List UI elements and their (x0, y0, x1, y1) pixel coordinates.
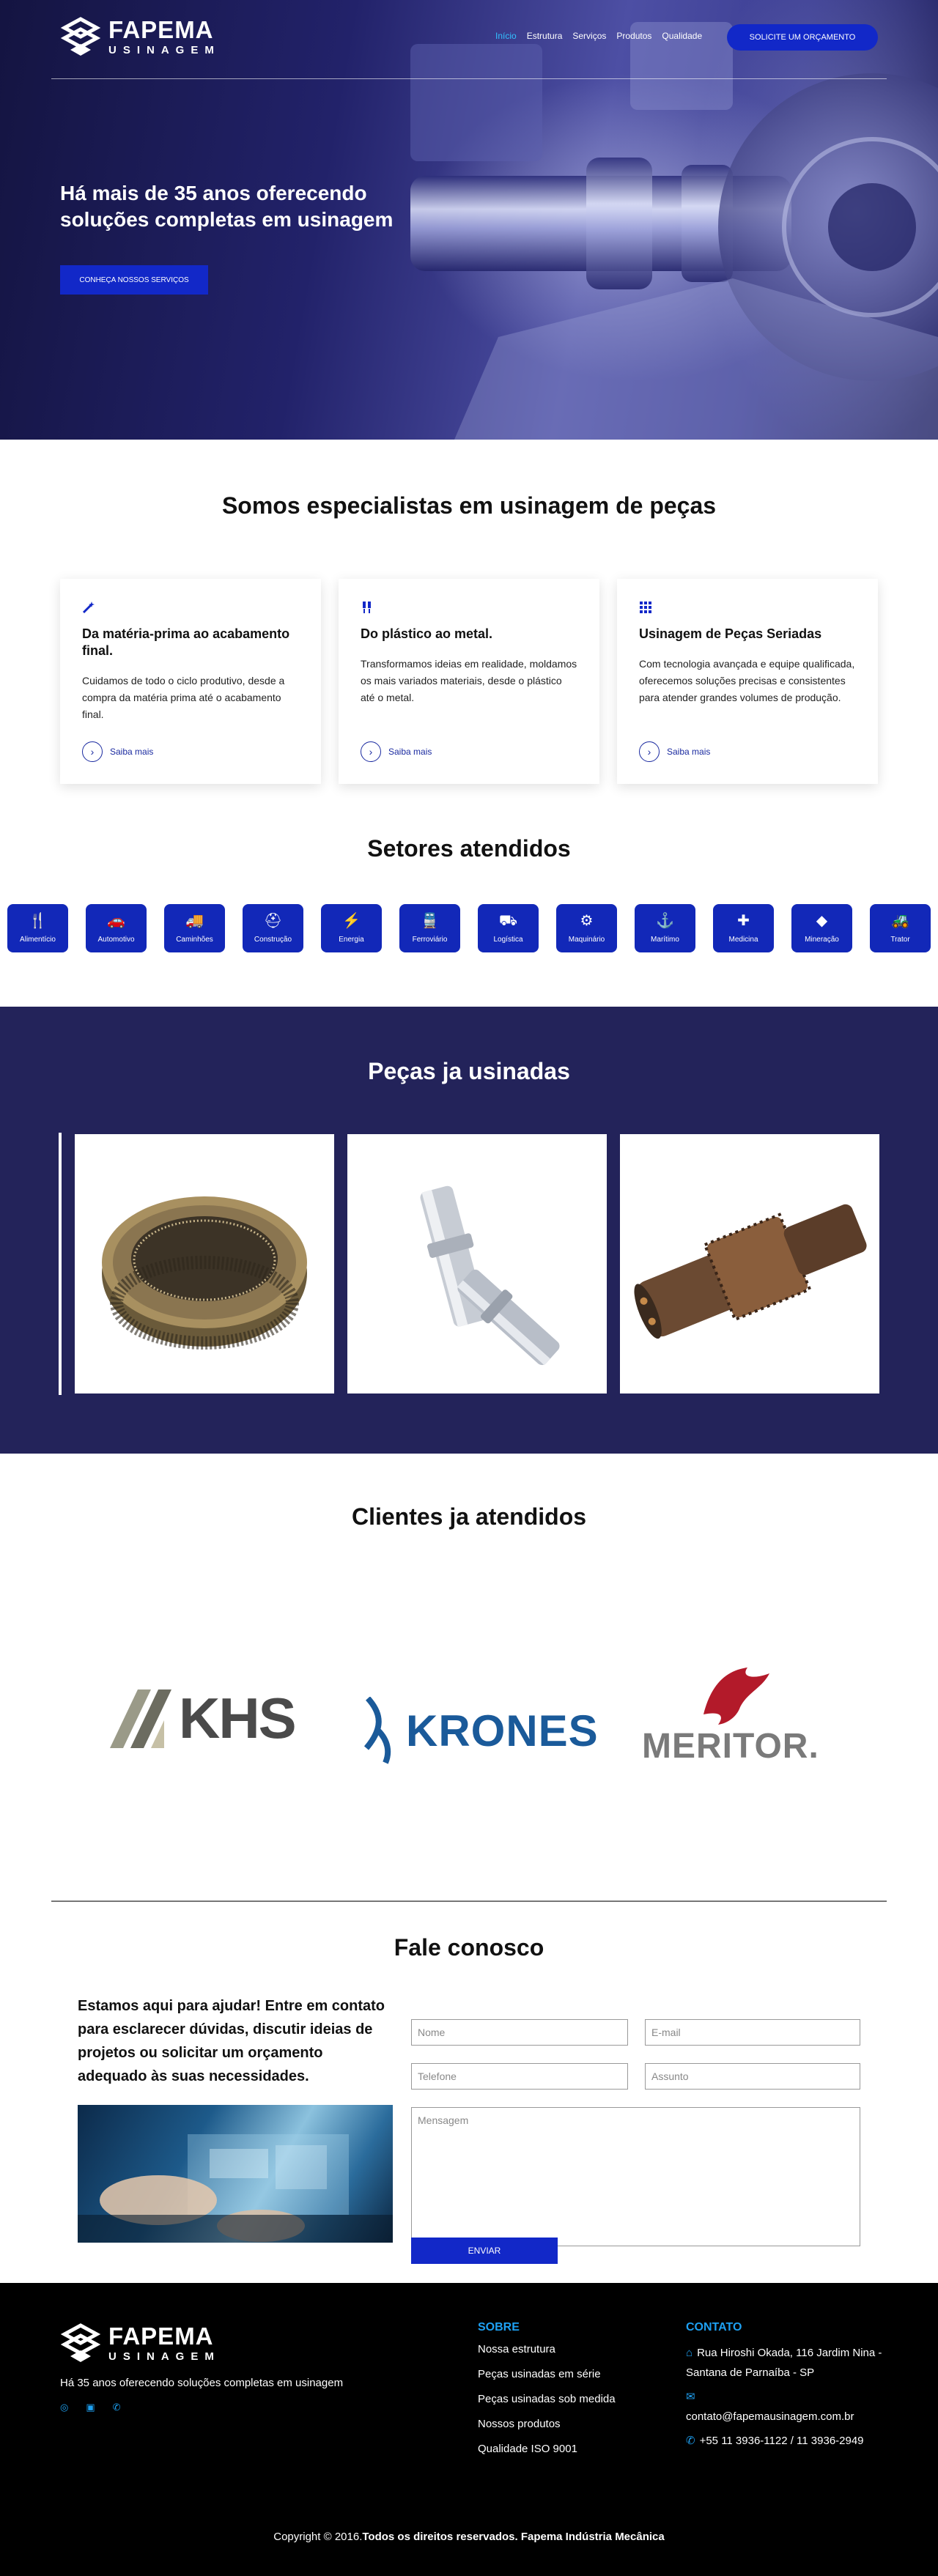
phone-icon: ✆ (686, 2435, 695, 2447)
anchor-icon: ⚓ (656, 913, 674, 929)
instagram-icon[interactable]: ◎ (60, 2402, 69, 2413)
chevron-right-icon: › (639, 741, 660, 762)
carousel-indicator (59, 1133, 62, 1395)
sector-alimenticio[interactable] (7, 904, 68, 952)
brand-subname: USINAGEM (108, 44, 221, 56)
feature-card-text: Cuidamos de todo o ciclo produtivo, desde a compra da matéria prima até o acabamento final. (82, 675, 285, 720)
contact-title: Fale conosco (394, 1934, 544, 1961)
meritor-griffin-icon (696, 1663, 777, 1726)
client-logo-meritor (642, 1663, 862, 1766)
sector-label: Energia (339, 936, 364, 944)
hero-title: Há mais de 35 anos oferecendo soluções completas em usinagem (60, 182, 394, 231)
magic-wand-icon (82, 601, 95, 614)
main-menu (495, 31, 702, 41)
sector-maritimo[interactable] (635, 904, 695, 952)
sector-logistica[interactable] (478, 904, 539, 952)
specialists-title: Somos especialistas em usinagem de peças (221, 492, 717, 519)
sector-mineracao[interactable] (791, 904, 852, 952)
footer-contact-info (686, 2343, 891, 2451)
footer-address: Rua Hiroshi Okada, 116 Jardim Nina - Santana de Parnaíba - SP (686, 2347, 882, 2379)
sector-label: Mineração (805, 936, 839, 944)
email-field[interactable]: E-mail (645, 2019, 860, 2046)
client-name: KHS (179, 1686, 295, 1750)
home-icon: ⌂ (686, 2347, 693, 2359)
nav-item-inicio[interactable]: Início (495, 31, 517, 41)
linkedin-icon[interactable]: ▣ (86, 2402, 95, 2413)
paint-brushes-icon (361, 601, 374, 614)
message-field[interactable]: Mensagem (411, 2107, 860, 2246)
footer-link[interactable]: Qualidade ISO 9001 (478, 2443, 577, 2455)
sector-label: Logística (493, 936, 523, 944)
sector-label: Alimentício (20, 936, 56, 944)
client-logo-krones (363, 1697, 599, 1764)
brand-subname: USINAGEM (108, 2350, 221, 2363)
name-field[interactable]: Nome (411, 2019, 628, 2046)
footer-phone: +55 11 3936-1122 / 11 3936-2949 (699, 2435, 864, 2447)
khs-mark-icon (110, 1689, 176, 1748)
feature-card-title: Da matéria-prima ao acabamento final. (82, 626, 290, 658)
learn-more-label: Saiba mais (667, 747, 711, 757)
contact-laptop-image (78, 2105, 393, 2243)
subject-field[interactable]: Assunto (645, 2063, 860, 2090)
sectors-title: Setores atendidos (367, 835, 571, 862)
truck-icon: 🚚 (185, 913, 204, 929)
learn-more-link[interactable] (361, 741, 432, 762)
copyright-prefix: Copyright © 2016. (273, 2531, 363, 2543)
nav-item-produtos[interactable]: Produtos (616, 31, 652, 41)
send-button[interactable]: ENVIAR (411, 2238, 558, 2264)
sector-maquinario[interactable] (556, 904, 617, 952)
client-logo-khs (110, 1685, 295, 1752)
gem-icon: ◆ (816, 913, 828, 929)
sector-label: Maquinário (568, 936, 605, 944)
parts-title: Peças ja usinadas (368, 1058, 570, 1084)
fapema-logo-icon (60, 2323, 101, 2364)
nav-divider (51, 78, 887, 79)
train-icon: 🚆 (421, 913, 439, 929)
footer-about-title: SOBRE (478, 2321, 520, 2333)
lightning-icon: ⚡ (342, 913, 361, 929)
feature-card-text: Com tecnologia avançada e equipe qualificada, oferecemos soluções precisas e consistentes para atender grandes volumes de produção. (639, 658, 855, 703)
feature-card-text: Transformamos ideias em realidade, moldamos os mais variados materiais, desde o plástico até o metal. (361, 658, 577, 703)
hero-section (0, 0, 938, 440)
footer-link[interactable]: Peças usinadas sob medida (478, 2393, 616, 2405)
footer-link[interactable]: Nossa estrutura (478, 2343, 555, 2355)
splined-shaft-image[interactable] (620, 1134, 879, 1394)
brand-name: FAPEMA (108, 2323, 214, 2350)
krones-mark-icon (363, 1697, 396, 1764)
parts-section (0, 1007, 938, 1454)
construction-worker-icon: ⛑ (263, 913, 283, 929)
tractor-icon: 🚜 (891, 913, 909, 929)
learn-more-link[interactable] (82, 741, 153, 762)
parts-carousel (75, 1134, 879, 1394)
sector-label: Automotivo (97, 936, 135, 944)
learn-more-label: Saiba mais (110, 747, 154, 757)
sector-label: Ferroviário (412, 936, 448, 944)
contact-intro-text: Estamos aqui para ajudar! Entre em contato para esclarecer dúvidas, discutir ideias de projetos ou solicitar um orçamento adequado às suas necessidades. (78, 1998, 385, 2084)
copyright-bold: Todos os direitos reservados. Fapema Indústria Mecânica (362, 2531, 665, 2543)
feature-card-title: Do plástico ao metal. (361, 626, 493, 641)
brand-logo[interactable] (60, 16, 221, 57)
sector-ferroviario[interactable] (399, 904, 460, 952)
nav-item-qualidade[interactable]: Qualidade (662, 31, 703, 41)
chevron-right-icon: › (361, 741, 381, 762)
envelope-icon: ✉ (686, 2391, 695, 2403)
whatsapp-icon[interactable]: ✆ (112, 2402, 121, 2413)
footer-email[interactable]: contato@fapemausinagem.com.br (686, 2410, 854, 2423)
sector-label: Caminhões (176, 936, 213, 944)
feature-card-title: Usinagem de Peças Seriadas (639, 626, 822, 641)
top-navbar (0, 0, 938, 81)
chevron-right-icon: › (82, 741, 103, 762)
sectors-list (7, 904, 931, 952)
client-name: KRONES (406, 1706, 599, 1755)
footer-logo[interactable] (60, 2323, 221, 2364)
feature-cards (60, 579, 878, 784)
sector-label: Marítimo (651, 936, 679, 944)
learn-more-link[interactable] (639, 741, 710, 762)
gears-icon: ⚙ (580, 913, 594, 929)
hero-services-button[interactable]: CONHEÇA NOSSOS SERVIÇOS (60, 265, 208, 295)
footer-link[interactable]: Peças usinadas em série (478, 2368, 601, 2380)
brand-name: FAPEMA (108, 16, 214, 43)
sector-label: Medicina (728, 936, 758, 944)
client-name: MERITOR. (642, 1727, 819, 1766)
social-links (60, 2402, 121, 2413)
nav-item-estrutura[interactable]: Estrutura (526, 31, 563, 41)
phone-field[interactable]: Telefone (411, 2063, 628, 2090)
footer-link[interactable]: Nossos produtos (478, 2418, 561, 2430)
section-divider (51, 1900, 887, 1902)
sector-energia[interactable] (321, 904, 382, 952)
nav-item-servicos[interactable]: Serviços (572, 31, 607, 41)
aluminum-shaft-image[interactable] (347, 1134, 607, 1394)
utensils-icon: 🍴 (29, 913, 47, 929)
sector-caminhoes[interactable] (164, 904, 225, 952)
footer-contact-title: CONTATO (686, 2321, 742, 2333)
sector-construcao[interactable] (243, 904, 303, 952)
fapema-logo-icon (60, 16, 101, 57)
sector-medicina[interactable] (713, 904, 774, 952)
clients-title: Clientes ja atendidos (351, 1503, 587, 1530)
hand-truck-icon: ⛟ (498, 913, 518, 929)
gear-ring-image[interactable] (75, 1134, 334, 1394)
feature-card (617, 579, 878, 784)
copyright (0, 2531, 938, 2543)
feature-card (339, 579, 599, 784)
sector-label: Trator (890, 936, 910, 944)
sector-label: Construção (254, 936, 292, 944)
car-icon: 🚗 (107, 913, 125, 929)
footer-links (478, 2342, 616, 2457)
footer-tagline: Há 35 anos oferecendo soluções completas em usinagem (60, 2377, 344, 2389)
sector-trator[interactable] (870, 904, 931, 952)
sector-automotivo[interactable] (86, 904, 147, 952)
learn-more-label: Saiba mais (388, 747, 432, 757)
medical-kit-icon: ✚ (737, 913, 750, 929)
grid-icon (639, 601, 652, 614)
site-footer (0, 2283, 938, 2576)
request-quote-button[interactable]: SOLICITE UM ORÇAMENTO (727, 24, 878, 51)
clients-logos (0, 1656, 938, 1773)
feature-card (60, 579, 321, 784)
